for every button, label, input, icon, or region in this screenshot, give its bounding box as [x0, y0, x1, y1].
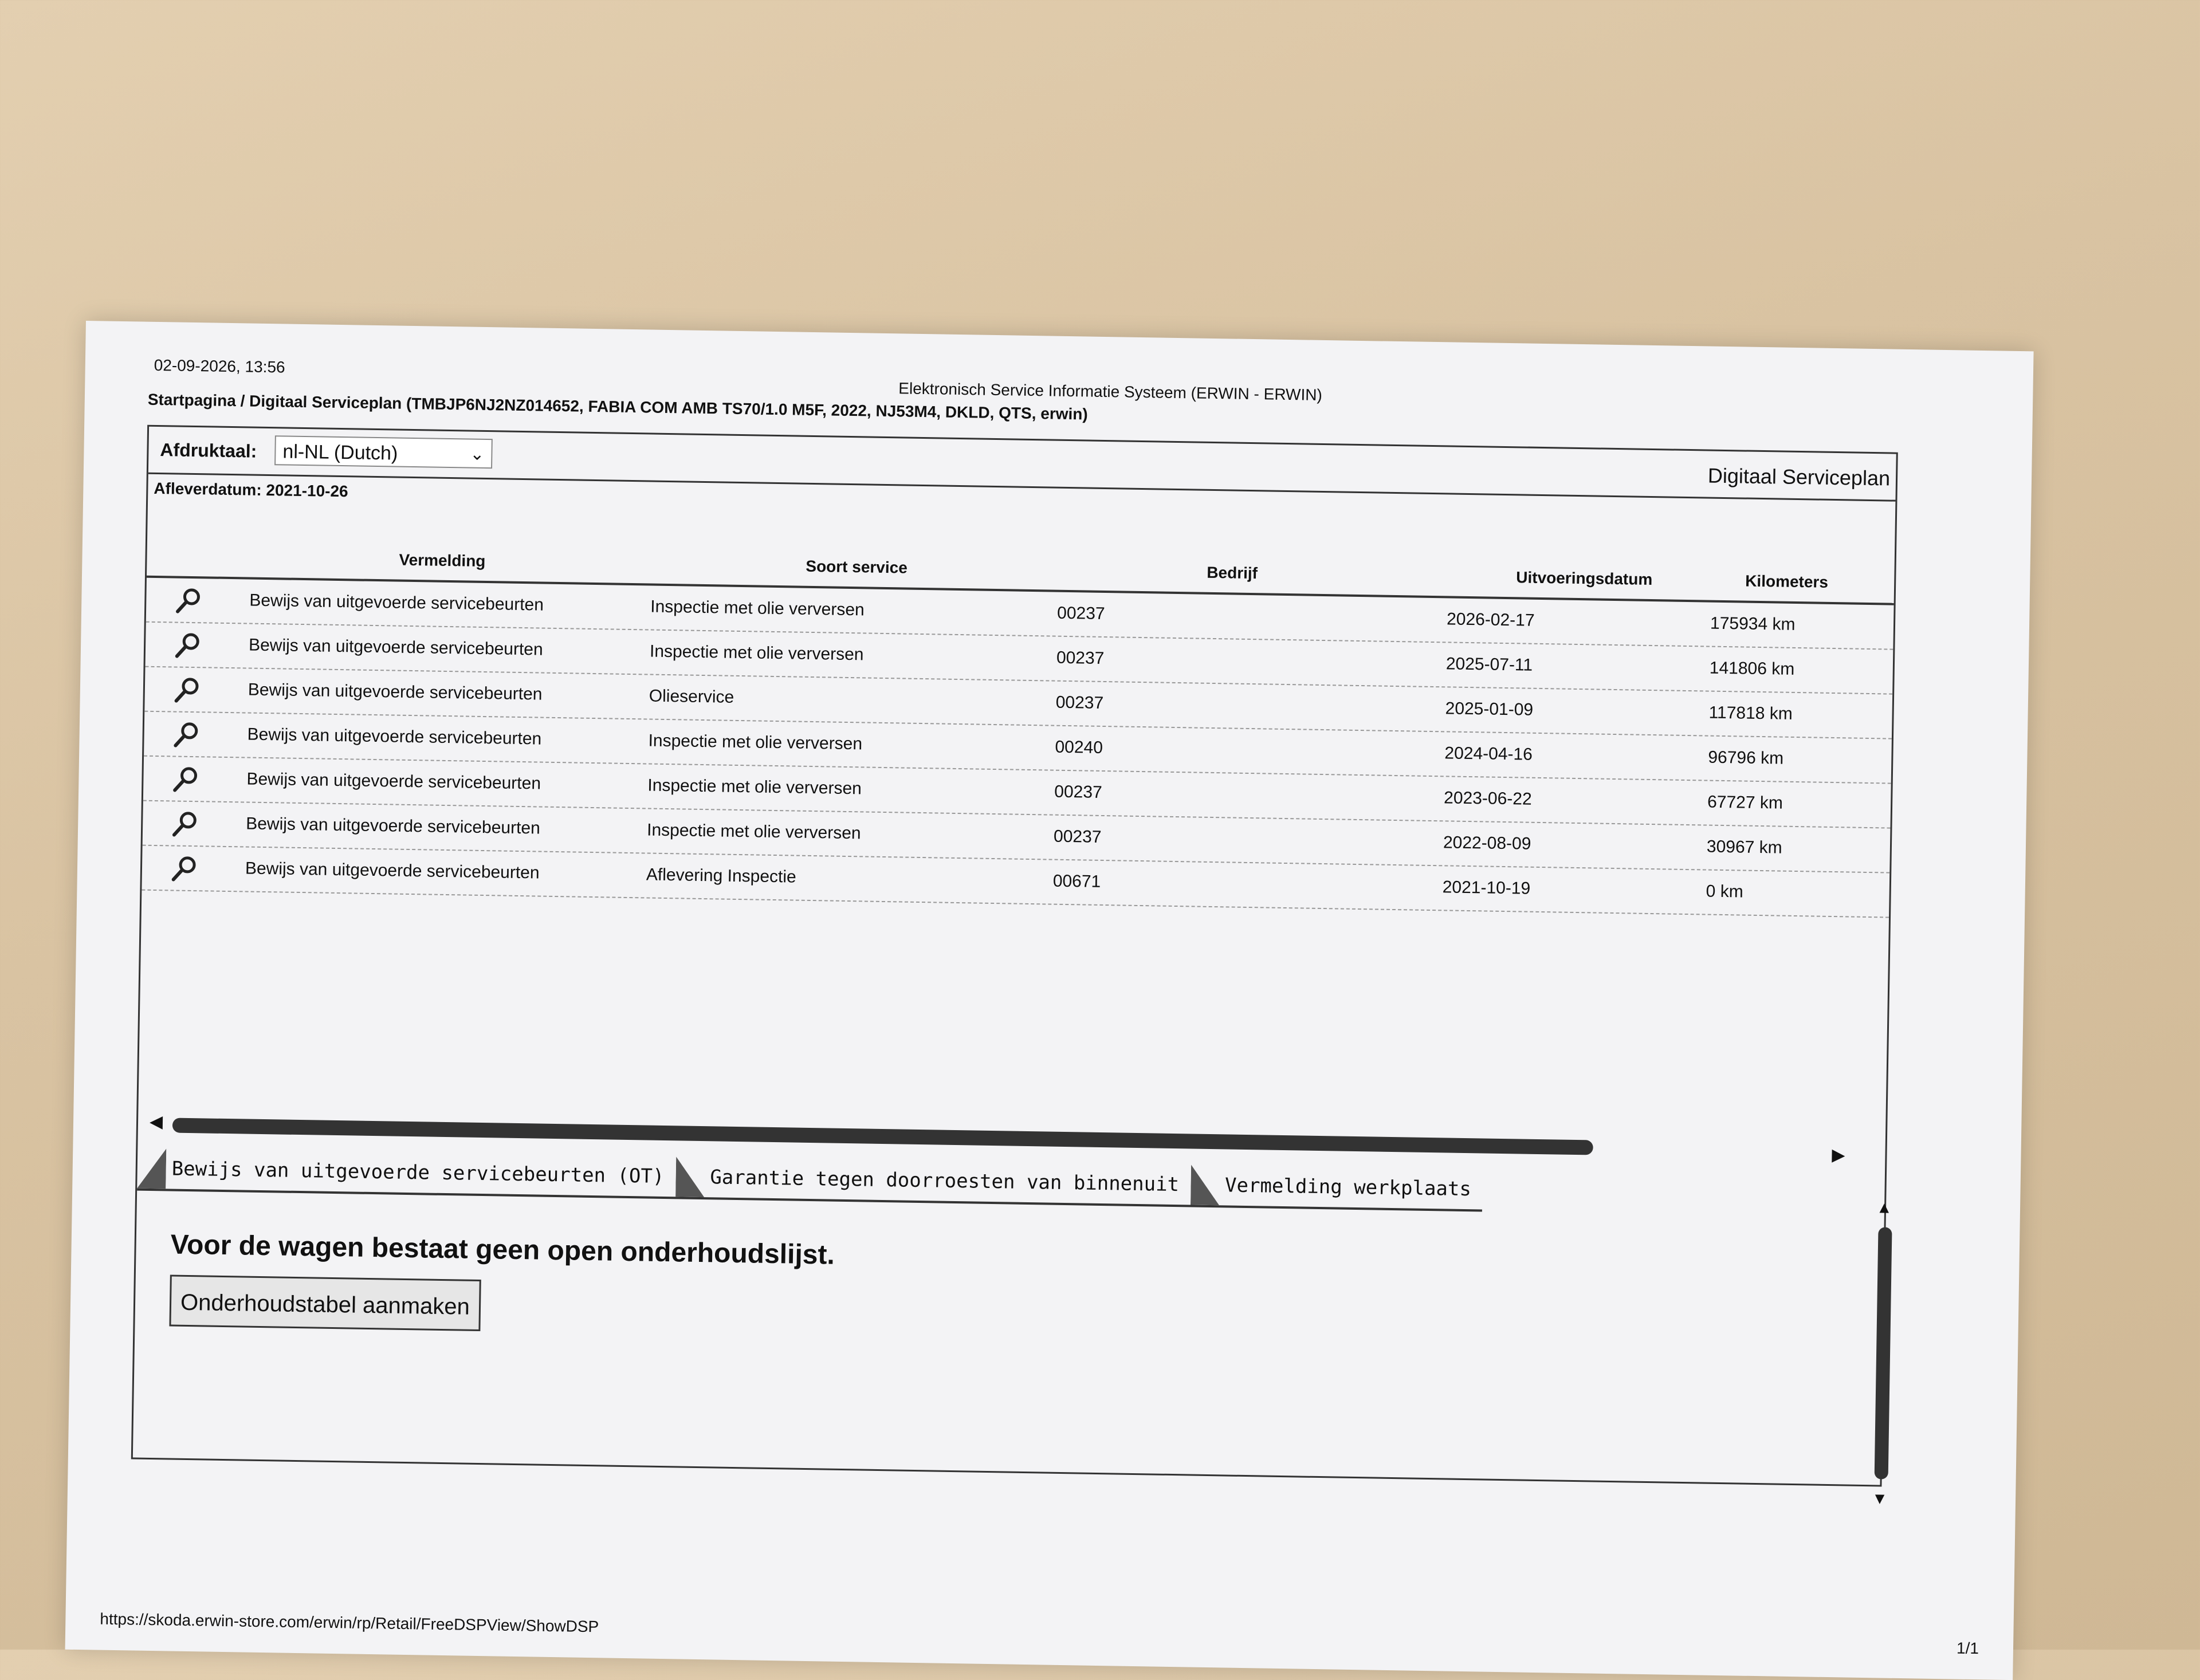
- breadcrumb: Startpagina / Digitaal Serviceplan (TMBJP6NJ2NZ014652, FABIA COM AMB TS70/1.0 M5F, 2022, NJ53M4, DKLD, QTS, erwin): [147, 390, 1088, 423]
- cell-entry[interactable]: Bewijs van uitgevoerde servicebeurten: [247, 680, 543, 704]
- printed-page: [65, 321, 2034, 1680]
- vertical-scroll-thumb[interactable]: [1875, 1227, 1892, 1479]
- header-company[interactable]: Bedrijf: [1207, 563, 1258, 583]
- cell-company: 00237: [1054, 782, 1102, 802]
- horizontal-scroll-thumb[interactable]: [172, 1118, 1593, 1155]
- cell-entry[interactable]: Bewijs van uitgevoerde servicebeurten: [247, 725, 542, 749]
- cell-company: 00237: [1056, 603, 1105, 623]
- magnifier-icon[interactable]: [168, 854, 203, 883]
- cell-kilometers: 141806 km: [1709, 658, 1795, 679]
- scroll-up-icon[interactable]: ▲: [1876, 1198, 1893, 1217]
- language-value: nl-NL (Dutch): [282, 440, 398, 465]
- cell-company: 00237: [1056, 648, 1105, 668]
- cell-company: 00237: [1055, 693, 1104, 713]
- cell-company: 00240: [1055, 737, 1103, 757]
- header-date[interactable]: Uitvoeringsdatum: [1516, 568, 1653, 589]
- cell-date: 2024-04-16: [1444, 743, 1533, 764]
- footer-url: https://skoda.erwin-store.com/erwin/rp/Retail/FreeDSPView/ShowDSP: [100, 1610, 599, 1636]
- cell-service-type: Inspectie met olie verversen: [646, 820, 861, 843]
- magnifier-icon[interactable]: [172, 586, 207, 615]
- cell-entry[interactable]: Bewijs van uitgevoerde servicebeurten: [245, 859, 540, 883]
- service-plan-frame: [131, 425, 1898, 1508]
- scroll-left-icon[interactable]: ◀: [149, 1112, 163, 1132]
- tab-label: Vermelding werkplaats: [1224, 1174, 1472, 1201]
- language-label: Afdruktaal:: [160, 439, 257, 462]
- magnifier-icon[interactable]: [171, 675, 206, 705]
- system-title: Elektronisch Service Informatie Systeem (ERWIN - ERWIN): [898, 379, 1323, 404]
- delivery-date: Afleverdatum: 2021-10-26: [154, 479, 348, 501]
- cell-date: 2025-07-11: [1445, 654, 1533, 675]
- scroll-down-icon[interactable]: ▼: [1871, 1489, 1888, 1508]
- cell-entry[interactable]: Bewijs van uitgevoerde servicebeurten: [248, 635, 543, 659]
- header-service-type[interactable]: Soort service: [806, 557, 908, 577]
- cell-date: 2021-10-19: [1442, 878, 1531, 898]
- vertical-scrollbar[interactable]: [1868, 1198, 1896, 1508]
- magnifier-icon[interactable]: [168, 809, 203, 839]
- magnifier-icon[interactable]: [170, 720, 205, 749]
- page-number: 1/1: [1956, 1639, 1979, 1658]
- cell-service-type: Inspectie met olie verversen: [648, 731, 863, 754]
- service-table: [142, 513, 1895, 918]
- cell-date: 2025-01-09: [1445, 699, 1534, 719]
- cell-kilometers: 96796 km: [1708, 747, 1784, 768]
- print-timestamp: 02-09-2026, 13:56: [154, 356, 285, 376]
- tab-label: Bewijs van uitgevoerde servicebeurten (OT): [171, 1157, 665, 1189]
- no-maintenance-message: Voor de wagen bestaat geen open onderhoudslijst.: [170, 1229, 835, 1270]
- create-maintenance-table-button[interactable]: Onderhoudstabel aanmaken: [169, 1275, 481, 1332]
- cell-company: 00237: [1053, 827, 1102, 847]
- toolbar: [148, 427, 1896, 502]
- cell-kilometers: 175934 km: [1710, 613, 1796, 634]
- cell-entry[interactable]: Bewijs van uitgevoerde servicebeurten: [246, 769, 541, 793]
- cell-entry[interactable]: Bewijs van uitgevoerde servicebeurten: [245, 814, 541, 838]
- magnifier-icon[interactable]: [169, 765, 204, 794]
- cell-kilometers: 30967 km: [1706, 837, 1782, 857]
- cell-service-type: Aflevering Inspectie: [646, 865, 796, 887]
- tab-workshop-note[interactable]: [1191, 1164, 1483, 1209]
- header-entry[interactable]: Vermelding: [399, 550, 486, 571]
- tab-notch-icon: [1191, 1164, 1220, 1205]
- cell-date: 2026-02-17: [1446, 609, 1535, 630]
- cell-kilometers: 0 km: [1706, 882, 1743, 902]
- cell-service-type: Inspectie met olie verversen: [647, 776, 862, 798]
- tab-notch-icon: [137, 1148, 166, 1189]
- cell-kilometers: 117818 km: [1708, 703, 1793, 723]
- tab-label: Garantie tegen doorroesten van binnenuit: [710, 1166, 1180, 1197]
- tab-bar: [137, 1148, 1483, 1212]
- cell-kilometers: 67727 km: [1707, 792, 1783, 813]
- header-kilometers[interactable]: Kilometers: [1745, 572, 1829, 591]
- cell-entry[interactable]: Bewijs van uitgevoerde servicebeurten: [249, 591, 544, 615]
- cell-company: 00671: [1052, 871, 1101, 891]
- cell-service-type: Inspectie met olie verversen: [649, 642, 864, 664]
- scroll-right-icon[interactable]: ▶: [1832, 1146, 1845, 1165]
- tab-notch-icon: [675, 1156, 705, 1197]
- chevron-down-icon: ⌄: [470, 444, 485, 464]
- cell-service-type: Inspectie met olie verversen: [650, 597, 865, 620]
- cell-service-type: Olieservice: [649, 686, 734, 707]
- tab-rust-warranty[interactable]: [675, 1156, 1191, 1205]
- tab-service-proof[interactable]: [137, 1148, 676, 1197]
- cell-date: 2023-06-22: [1443, 788, 1532, 809]
- language-select[interactable]: [274, 435, 493, 469]
- page-title: Digitaal Serviceplan: [1707, 463, 1891, 490]
- magnifier-icon[interactable]: [171, 631, 206, 660]
- cell-date: 2022-08-09: [1443, 833, 1531, 853]
